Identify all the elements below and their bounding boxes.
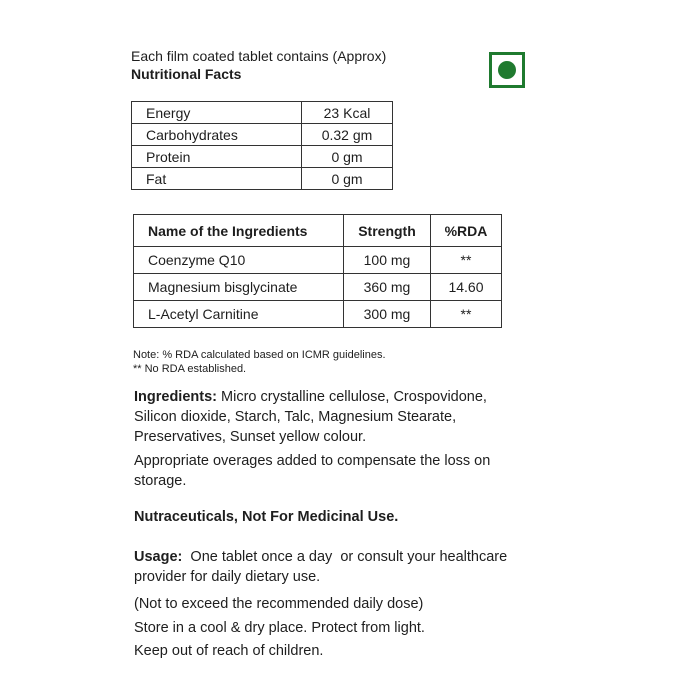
ingredients-text: Micro crystalline cellulose, Crospovidone, bbox=[216, 389, 487, 405]
ingredient-rda: ** bbox=[431, 247, 502, 274]
table-row bbox=[132, 168, 393, 190]
usage-text: One tablet once a day or consult your healthcare bbox=[182, 549, 508, 565]
ingredient-strength: 360 mg bbox=[344, 274, 431, 301]
column-header-name: Name of the Ingredients bbox=[134, 215, 344, 247]
vegetarian-dot-icon bbox=[498, 61, 516, 79]
nutrient-name: Energy bbox=[132, 102, 302, 124]
nutritional-facts-title: Nutritional Facts bbox=[131, 66, 242, 82]
ingredient-name: Magnesium bisglycinate bbox=[134, 274, 344, 301]
vegetarian-mark-icon bbox=[489, 52, 525, 88]
table-row bbox=[132, 102, 393, 124]
children-warning: Keep out of reach of children. bbox=[134, 643, 324, 659]
ingredient-name: Coenzyme Q10 bbox=[134, 247, 344, 274]
overages-paragraph bbox=[134, 451, 490, 491]
ingredients-paragraph bbox=[134, 387, 487, 447]
nutrient-name: Protein bbox=[132, 146, 302, 168]
nutrient-name: Carbohydrates bbox=[132, 124, 302, 146]
table-row bbox=[132, 124, 393, 146]
ingredient-strength: 100 mg bbox=[344, 247, 431, 274]
dose-warning: (Not to exceed the recommended daily dose) bbox=[134, 596, 424, 612]
ingredient-rda: 14.60 bbox=[431, 274, 502, 301]
usage-label: Usage: bbox=[134, 549, 183, 565]
ingredients-label: Ingredients: bbox=[134, 389, 217, 405]
storage-instruction: Store in a cool & dry place. Protect from light. bbox=[134, 620, 425, 636]
rda-note: Note: % RDA calculated based on ICMR guidelines. bbox=[133, 349, 386, 361]
ingredient-name: L-Acetyl Carnitine bbox=[134, 301, 344, 328]
ingredient-strength: 300 mg bbox=[344, 301, 431, 328]
intro-text: Each film coated tablet contains (Approx) bbox=[131, 48, 387, 64]
table-row bbox=[134, 274, 502, 301]
table-row bbox=[132, 146, 393, 168]
table-row bbox=[134, 247, 502, 274]
ingredients-table bbox=[133, 214, 502, 328]
usage-line-2: provider for daily dietary use. bbox=[134, 569, 321, 585]
ingredients-line-2: Silicon dioxide, Starch, Talc, Magnesium Stearate, bbox=[134, 409, 457, 425]
column-header-rda: %RDA bbox=[431, 215, 502, 247]
column-header-strength: Strength bbox=[344, 215, 431, 247]
table-row bbox=[134, 301, 502, 328]
nutrient-name: Fat bbox=[132, 168, 302, 190]
nutrient-value: 0.32 gm bbox=[302, 124, 393, 146]
overages-line-1: Appropriate overages added to compensate the loss on bbox=[134, 453, 491, 469]
no-rda-note: ** No RDA established. bbox=[133, 363, 247, 375]
nutrient-value: 23 Kcal bbox=[302, 102, 393, 124]
ingredients-line-1 bbox=[134, 387, 487, 407]
nutrition-table bbox=[131, 101, 393, 190]
nutraceuticals-statement: Nutraceuticals, Not For Medicinal Use. bbox=[134, 509, 399, 525]
usage-paragraph bbox=[134, 547, 507, 587]
nutrient-value: 0 gm bbox=[302, 146, 393, 168]
ingredient-rda: ** bbox=[431, 301, 502, 328]
table-header-row bbox=[134, 215, 502, 247]
nutrient-value: 0 gm bbox=[302, 168, 393, 190]
overages-line-2: storage. bbox=[134, 473, 187, 489]
usage-line-1 bbox=[134, 547, 507, 567]
ingredients-line-3: Preservatives, Sunset yellow colour. bbox=[134, 429, 367, 445]
